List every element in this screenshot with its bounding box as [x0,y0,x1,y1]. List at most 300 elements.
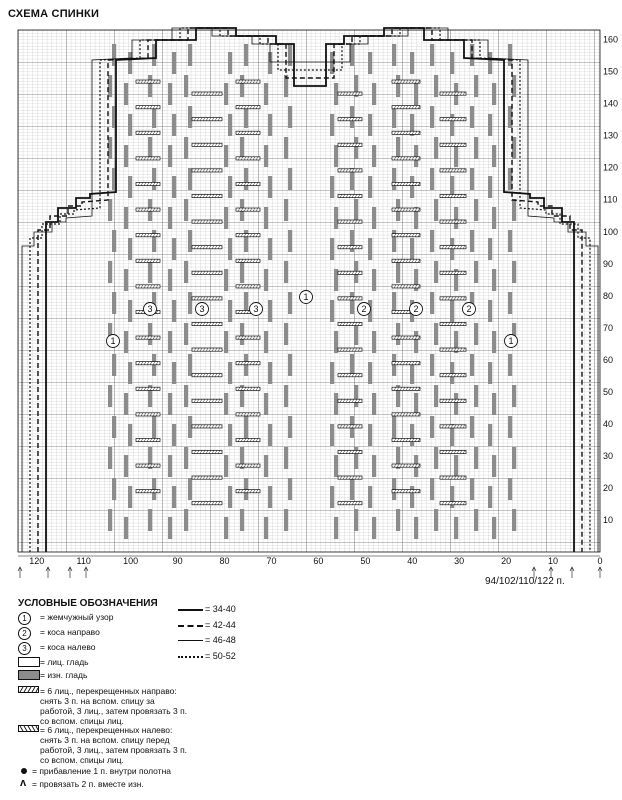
purl-column [414,83,418,105]
purl-column [474,75,478,97]
purl-column [492,145,496,167]
purl-column [188,168,192,190]
purl-column [184,447,188,469]
purl-column [414,393,418,415]
purl-column [330,176,334,198]
purl-column [108,509,112,531]
purl-column [268,300,272,322]
row-label: 50 [603,386,614,397]
purl-column [224,331,228,353]
purl-column [124,145,128,167]
purl-column [330,424,334,446]
purl-column [284,261,288,283]
purl-column [264,455,268,477]
legend-title: УСЛОВНЫЕ ОБОЗНАЧЕНИЯ [18,598,158,609]
purl-column [128,362,132,384]
purl-column [228,362,232,384]
purl-column [288,478,292,500]
purl-column [188,106,192,128]
purl-column [492,207,496,229]
purl-column [372,269,376,291]
zone-marker-label: 1 [508,336,514,346]
purl-column [168,517,172,539]
purl-column [244,416,248,438]
purl-column [168,145,172,167]
stitch-label: 10 [548,556,559,566]
purl-column [470,478,474,500]
purl-column [334,517,338,539]
purl-column [474,509,478,531]
purl-column [470,168,474,190]
purl-column [224,83,228,105]
purl-column [474,447,478,469]
stitch-label: 50 [360,556,371,566]
purl-column [108,199,112,221]
purl-column [284,509,288,531]
purl-column [224,393,228,415]
purl-column [240,323,244,345]
purl-column [434,199,438,221]
purl-column [168,455,172,477]
purl-column [184,509,188,531]
purl-column [330,114,334,136]
purl-column [124,455,128,477]
caret-icon: ʌ [20,777,27,789]
purl-column [112,230,116,252]
purl-column [288,168,292,190]
zone-marker-label: 2 [361,304,367,314]
purl-column [124,331,128,353]
purl-column [434,137,438,159]
circle-2-icon: 2 [18,627,31,640]
purl-column [124,393,128,415]
purl-column [492,455,496,477]
purl-column [350,44,354,66]
purl-column [128,176,132,198]
purl-column [488,52,492,74]
purl-column [334,393,338,415]
purl-column [172,486,176,508]
purl-column [474,323,478,345]
stitch-label: 40 [407,556,418,566]
purl-column [450,52,454,74]
row-label: 90 [603,258,614,269]
purl-column [350,354,354,376]
purl-column [168,393,172,415]
purl-column [148,323,152,345]
stitch-label: 30 [454,556,465,566]
purl-column [368,52,372,74]
white-box-icon [18,657,40,667]
purl-column [228,300,232,322]
dashed-line-icon [178,625,203,627]
purl-column [148,137,152,159]
purl-column [128,52,132,74]
stitch-label: 80 [219,556,230,566]
purl-column [492,331,496,353]
purl-column [228,176,232,198]
row-label: 100 [603,226,619,237]
purl-column [392,106,396,128]
purl-column [168,331,172,353]
purl-column [492,83,496,105]
purl-column [152,168,156,190]
purl-column [492,269,496,291]
purl-column [148,509,152,531]
purl-column [508,416,512,438]
purl-column [184,137,188,159]
row-label: 140 [603,98,619,109]
purl-column [414,331,418,353]
purl-column [334,145,338,167]
purl-column [268,486,272,508]
purl-column [244,478,248,500]
purl-column [264,83,268,105]
row-label: 160 [603,34,619,45]
purl-column [350,478,354,500]
stitch-label: 70 [266,556,277,566]
purl-column [354,137,358,159]
purl-column [492,517,496,539]
purl-column [410,362,414,384]
purl-column [488,486,492,508]
purl-column [188,478,192,500]
purl-column [430,478,434,500]
purl-column [434,261,438,283]
purl-column [350,292,354,314]
purl-column [228,486,232,508]
row-label: 30 [603,450,614,461]
purl-column [430,44,434,66]
purl-column [268,114,272,136]
purl-column [454,145,458,167]
purl-column [284,137,288,159]
purl-column [512,385,516,407]
purl-column [508,354,512,376]
purl-column [188,230,192,252]
purl-column [372,517,376,539]
purl-column [330,486,334,508]
zone-marker-label: 1 [303,292,309,302]
purl-column [128,238,132,260]
purl-column [184,261,188,283]
purl-column [172,52,176,74]
purl-column [350,106,354,128]
cable-right-icon [18,686,40,696]
row-label: 80 [603,290,614,301]
purl-column [264,145,268,167]
purl-column [112,416,116,438]
purl-column [188,44,192,66]
row-label: 10 [603,514,614,525]
purl-column [488,362,492,384]
stitch-label: 120 [29,556,45,566]
purl-column [368,362,372,384]
purl-column [434,323,438,345]
stitch-label: 0 [597,556,603,566]
purl-column [184,75,188,97]
purl-column [410,424,414,446]
purl-column [224,207,228,229]
purl-column [152,478,156,500]
purl-column [288,106,292,128]
purl-column [184,385,188,407]
zone-marker-label: 2 [466,304,472,314]
purl-column [184,199,188,221]
dot-icon [21,768,27,774]
row-label: 130 [603,130,619,141]
purl-column [396,137,400,159]
purl-column [368,424,372,446]
purl-column [288,354,292,376]
purl-column [474,199,478,221]
purl-column [108,385,112,407]
purl-column [224,455,228,477]
purl-column [470,416,474,438]
purl-column [372,145,376,167]
purl-column [474,137,478,159]
purl-column [168,83,172,105]
purl-column [368,176,372,198]
stitch-label: 110 [76,556,91,566]
stitch-label: 100 [123,556,139,566]
purl-column [430,292,434,314]
purl-column [184,323,188,345]
purl-column [392,478,396,500]
purl-column [372,83,376,105]
purl-column [414,145,418,167]
purl-column [430,230,434,252]
purl-column [474,385,478,407]
purl-column [474,261,478,283]
purl-column [488,300,492,322]
purl-column [128,300,132,322]
stitch-label: 60 [313,556,324,566]
row-label: 110 [603,194,618,205]
purl-column [470,230,474,252]
zone-marker-label: 2 [413,304,419,314]
purl-column [368,114,372,136]
dotted-line-icon [178,656,203,658]
purl-column [410,52,414,74]
purl-column [228,424,232,446]
purl-column [330,300,334,322]
purl-column [488,114,492,136]
purl-column [392,416,396,438]
row-label: 40 [603,418,614,429]
purl-column [148,75,152,97]
purl-column [354,509,358,531]
circle-3-icon: 3 [18,642,31,655]
purl-column [152,106,156,128]
stitch-label: 90 [172,556,183,566]
purl-column [224,145,228,167]
purl-column [228,114,232,136]
row-label: 120 [603,162,619,173]
purl-column [368,486,372,508]
chart-title: СХЕМА СПИНКИ [8,8,100,20]
purl-column [188,416,192,438]
purl-column [128,486,132,508]
purl-column [264,207,268,229]
purl-column [188,354,192,376]
purl-column [470,106,474,128]
purl-column [454,517,458,539]
purl-column [334,269,338,291]
purl-column [330,238,334,260]
purl-column [396,261,400,283]
purl-column [108,75,112,97]
purl-column [288,230,292,252]
purl-column [354,385,358,407]
purl-column [430,354,434,376]
purl-column [334,207,338,229]
purl-column [470,354,474,376]
purl-column [488,238,492,260]
purl-column [430,168,434,190]
purl-column [228,52,232,74]
purl-column [224,269,228,291]
purl-column [124,517,128,539]
purl-column [244,44,248,66]
zone-marker-label: 3 [253,304,259,314]
purl-column [124,207,128,229]
purl-column [392,44,396,66]
purl-column [240,509,244,531]
purl-column [112,292,116,314]
purl-column [244,168,248,190]
purl-column [434,447,438,469]
purl-column [108,261,112,283]
purl-column [330,362,334,384]
purl-column [264,517,268,539]
purl-column [244,106,248,128]
purl-column [396,509,400,531]
purl-column [434,75,438,97]
purl-column [264,331,268,353]
purl-column [392,168,396,190]
purl-column [172,176,176,198]
purl-column [334,331,338,353]
purl-column [508,230,512,252]
purl-column [268,424,272,446]
purl-column [240,137,244,159]
purl-column [112,478,116,500]
circle-1-icon: 1 [18,612,31,625]
purl-column [240,75,244,97]
purl-column [240,261,244,283]
stitch-label: 20 [501,556,512,566]
purl-column [284,199,288,221]
purl-column [492,393,496,415]
purl-column [284,447,288,469]
purl-column [508,478,512,500]
purl-column [410,238,414,260]
purl-column [168,269,172,291]
purl-column [512,75,516,97]
purl-column [450,300,454,322]
stitch-count: 94/102/110/122 п. [485,576,565,587]
purl-column [430,106,434,128]
purl-column [508,292,512,314]
purl-column [512,199,516,221]
purl-column [450,362,454,384]
purl-column [454,455,458,477]
zone-marker-label: 1 [110,336,116,346]
cable-left-icon [18,725,40,735]
purl-column [454,207,458,229]
purl-column [372,207,376,229]
thin-line-icon [178,640,203,641]
purl-column [188,292,192,314]
purl-column [172,114,176,136]
purl-column [128,424,132,446]
zone-marker-label: 3 [147,304,153,314]
purl-column [124,269,128,291]
purl-column [334,455,338,477]
purl-column [334,83,338,105]
purl-column [284,323,288,345]
purl-column [268,176,272,198]
row-label: 60 [603,354,614,365]
purl-column [434,509,438,531]
purl-column [288,292,292,314]
purl-column [112,354,116,376]
purl-column [268,238,272,260]
purl-column [508,44,512,66]
purl-column [396,323,400,345]
purl-column [108,447,112,469]
zone-marker-label: 3 [199,304,205,314]
purl-column [454,393,458,415]
purl-column [372,455,376,477]
purl-column [372,393,376,415]
purl-column [414,517,418,539]
purl-column [430,416,434,438]
purl-column [168,207,172,229]
purl-column [396,75,400,97]
purl-column [488,424,492,446]
thick-line-icon [178,609,203,611]
gray-box-icon [18,670,40,680]
purl-column [224,517,228,539]
purl-column [284,385,288,407]
purl-column [148,261,152,283]
purl-column [512,261,516,283]
purl-column [172,424,176,446]
purl-column [512,509,516,531]
purl-column [172,362,176,384]
purl-column [124,83,128,105]
row-label: 150 [603,66,619,77]
purl-column [434,385,438,407]
row-label: 20 [603,482,614,493]
purl-column [288,416,292,438]
purl-column [368,238,372,260]
purl-column [264,393,268,415]
purl-column [372,331,376,353]
row-label: 70 [603,322,614,333]
purl-column [354,199,358,221]
purl-column [172,300,176,322]
purl-column [410,176,414,198]
purl-column [228,238,232,260]
purl-column [268,362,272,384]
purl-column [264,269,268,291]
purl-column [512,447,516,469]
purl-column [128,114,132,136]
purl-column [488,176,492,198]
